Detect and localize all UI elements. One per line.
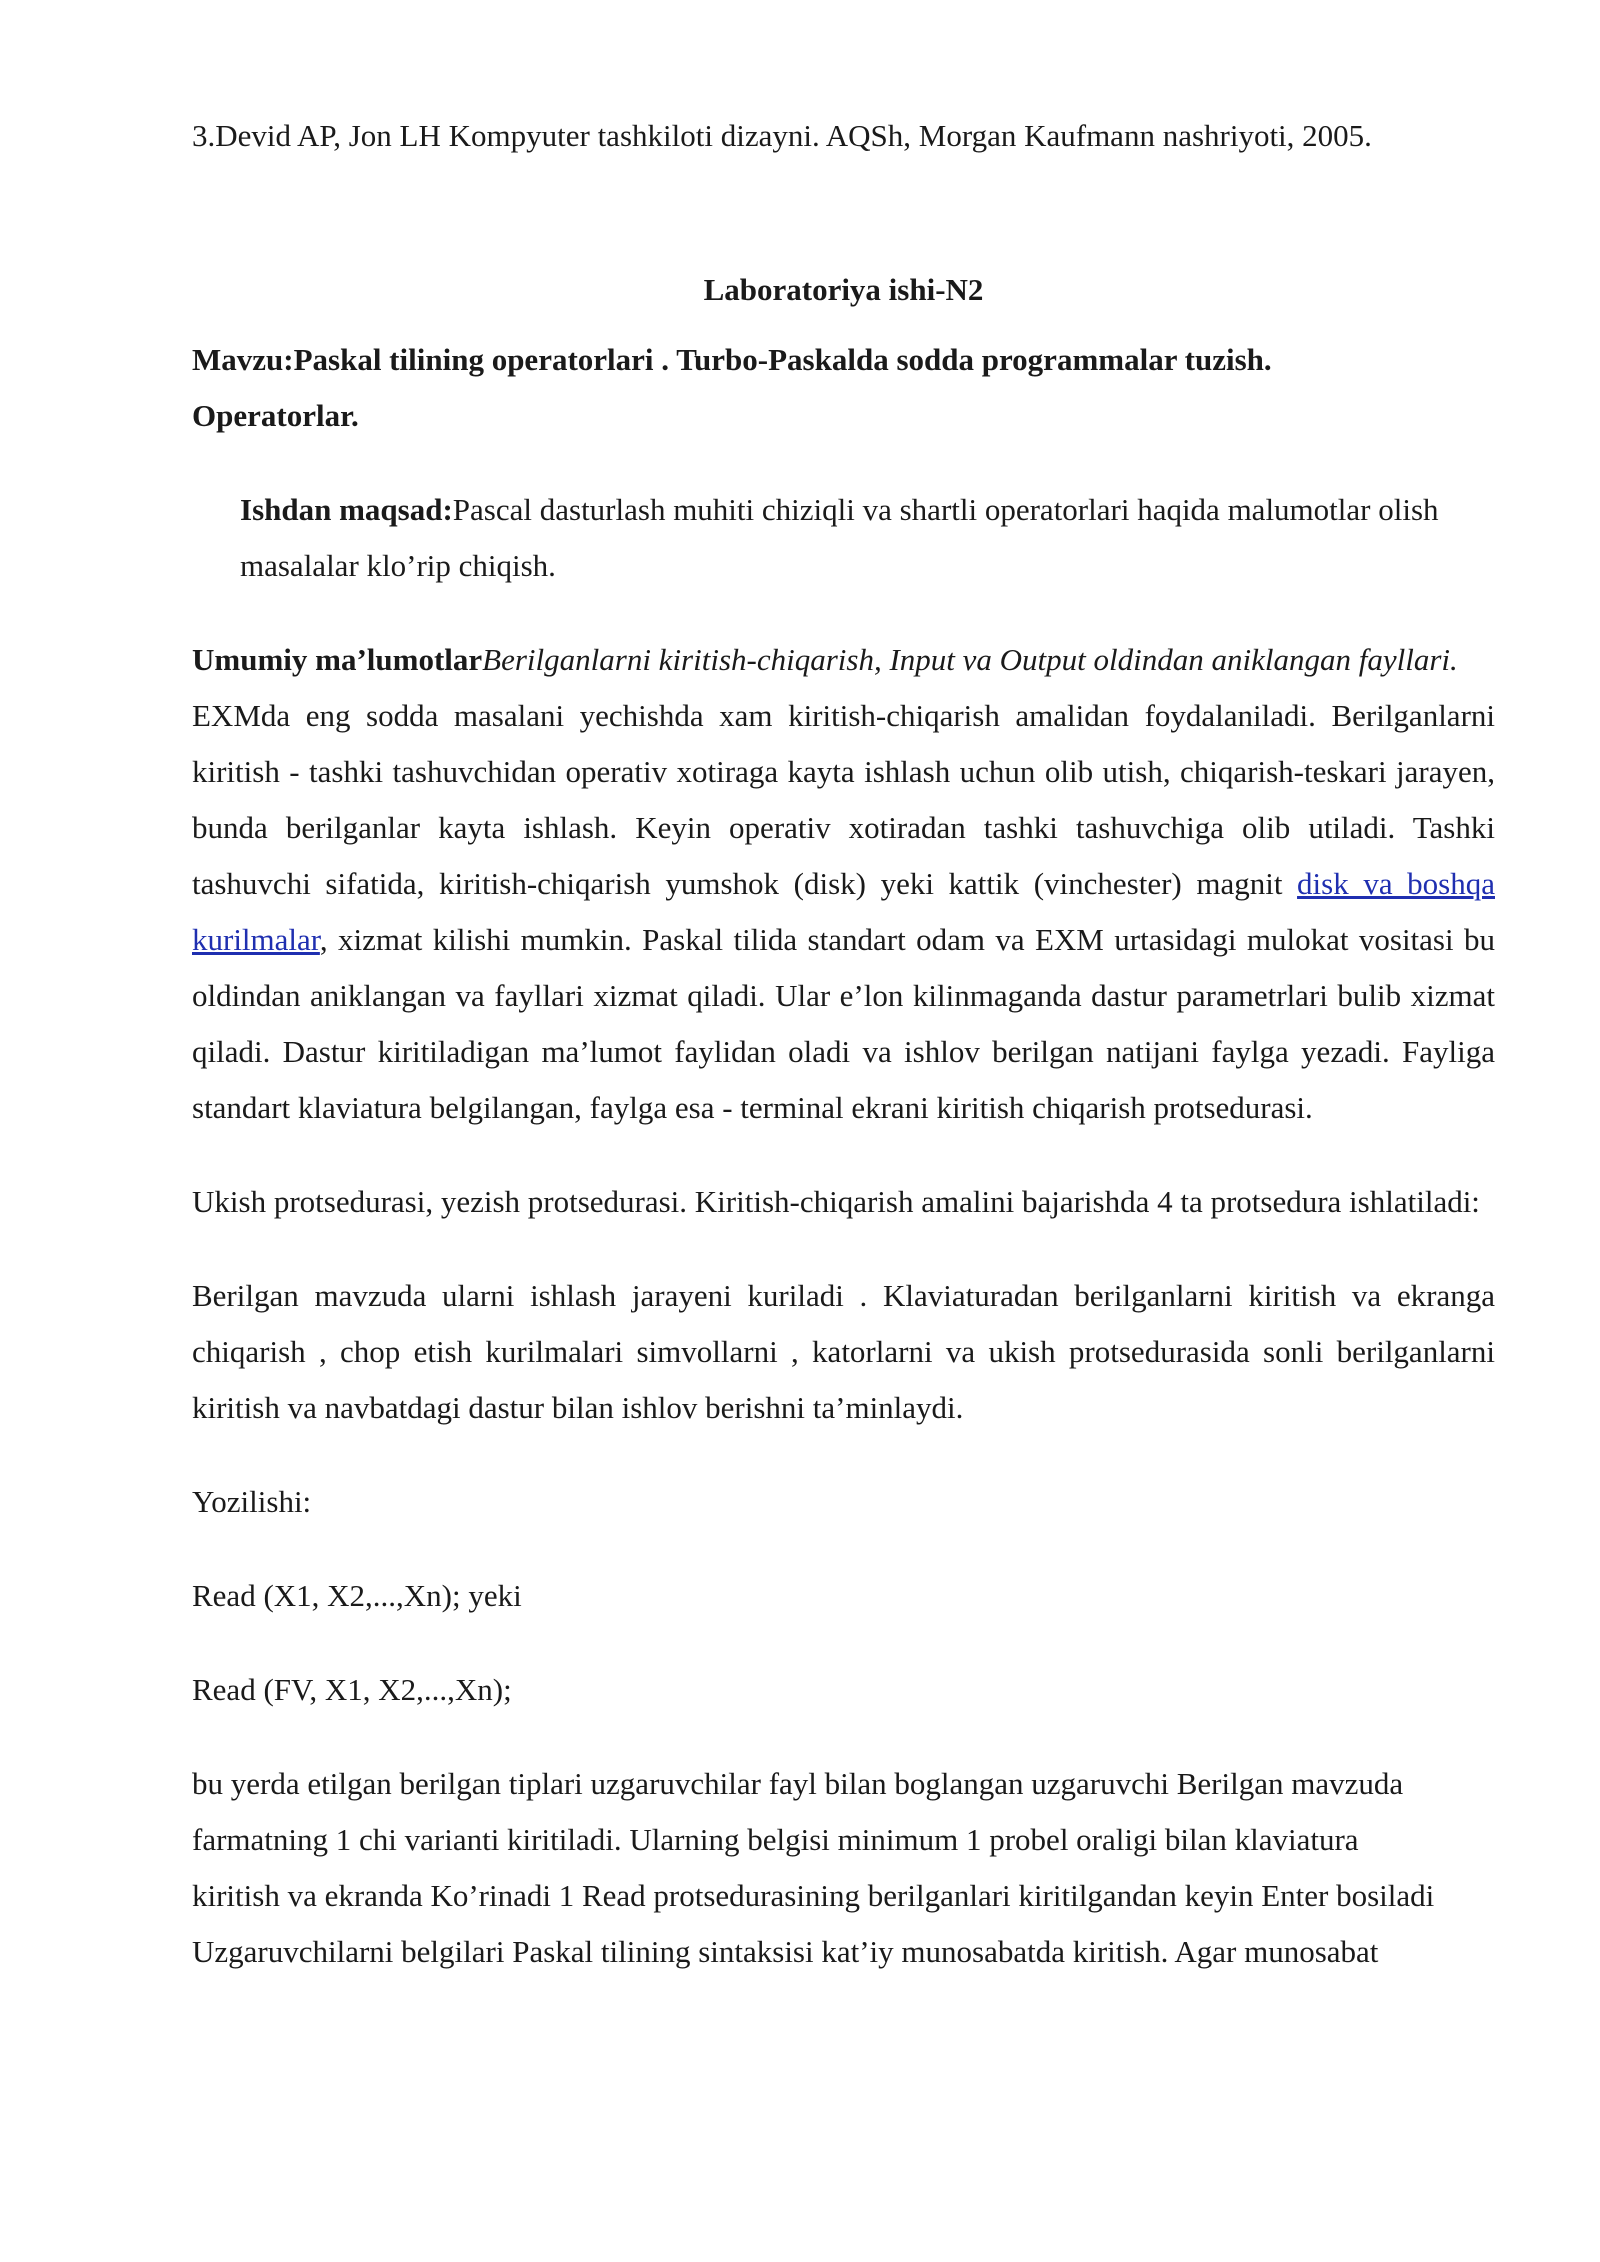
general-info-text-b: , xizmat kilishi mumkin. Paskal tilida standart odam va EXM urtasidagi mulokat vositasi bu oldindan aniklangan va fayllari xizmat qiladi. Ular e’lon kilinmaganda dastur parametrlari bulib xizmat qiladi. Dastur kiritiladigan ma’lumot faylidan oladi va ishlov berilgan natijani faylga yezadi. Fayliga standart klaviatura belgilangan, faylga esa - terminal ekrani kiritish chiqarish protsedurasi. <box>192 922 1495 1125</box>
document-body <box>192 108 1495 1980</box>
aim-label: Ishdan maqsad: <box>240 492 453 527</box>
syntax-line-2: Read (FV, X1, X2,...,Xn); <box>192 1672 512 1707</box>
final-line-1: bu yerda etilgan berilgan tiplari uzgaruvchilar fayl bilan boglangan uzgaruvchi Berilgan mavzuda <box>192 1766 1404 1801</box>
general-info-label: Umumiy ma’lumotlar <box>192 642 483 677</box>
general-info-text-a: EXMda eng sodda masalani yechishda xam kiritish-chiqarish amalidan foydalaniladi. Berilganlarni kiritish - tashki tashuvchidan operativ xotiraga kayta ishlash uchun olib utish, chiqarish-teskari jarayen, bunda berilganlar kayta ishlash. Keyin operativ xotiradan tashki tashuvchiga olib utiladi. Tashki tashuvchi sifatida, kiritish-chiqarish yumshok (disk) yeki kattik (vinchester) magnit <box>192 698 1495 901</box>
general-info-italic: Berilganlarni kiritish-chiqarish, Input va Output oldindan aniklangan fayllari. <box>482 642 1458 677</box>
reference-item: 3.Devid AP, Jon LH Kompyuter tashkiloti dizayni. AQSh, Morgan Kaufmann nashriyoti, 2005. <box>192 118 1372 153</box>
lab-title: Laboratoriya ishi-N2 <box>703 272 984 307</box>
syntax-label: Yozilishi: <box>192 1484 312 1519</box>
syntax-line-1: Read (X1, X2,...,Xn); yeki <box>192 1578 522 1613</box>
aim-text: Pascal dasturlash muhiti chiziqli va shartli operatorlari haqida malumotlar olish masalalar klo’rip chiqish. <box>240 492 1439 583</box>
final-line-3: kiritish va ekranda Ko’rinadi 1 Read protsedurasining berilganlari kiritilgandan keyin Enter bosiladi <box>192 1878 1435 1913</box>
final-paragraph <box>192 1756 1495 1980</box>
aim-paragraph <box>192 482 1495 594</box>
topic-line-2: Operatorlar. <box>192 398 359 433</box>
topic-paragraph: Berilgan mavzuda ularni ishlash jarayeni kuriladi . Klaviaturadan berilganlarni kiritish va ekranga chiqarish , chop etish kurilmalari simvollarni , katorlarni va ukish protsedurasida sonli berilganlarni kiritish va navbatdagi dastur bilan ishlov berishni ta’minlaydi. <box>192 1278 1495 1425</box>
procedures-paragraph: Ukish protsedurasi, yezish protsedurasi. Kiritish-chiqarish amalini bajarishda 4 ta protsedura ishlatiladi: <box>192 1184 1480 1219</box>
general-info-heading <box>192 632 1495 688</box>
disk-link[interactable]: disk va boshqa kurilmalar <box>192 866 1495 957</box>
general-info-paragraph <box>192 688 1495 1136</box>
final-line-4: Uzgaruvchilarni belgilari Paskal tilining sintaksisi kat’iy munosabatda kiritish. Agar munosabat <box>192 1934 1379 1969</box>
final-line-2: farmatning 1 chi varianti kiritiladi. Ularning belgisi minimum 1 probel oraligi bilan klaviatura <box>192 1822 1359 1857</box>
topic-line-1: Mavzu:Paskal tilining operatorlari . Turbo-Paskalda sodda programmalar tuzish. <box>192 342 1272 377</box>
topic-heading <box>192 332 1495 444</box>
